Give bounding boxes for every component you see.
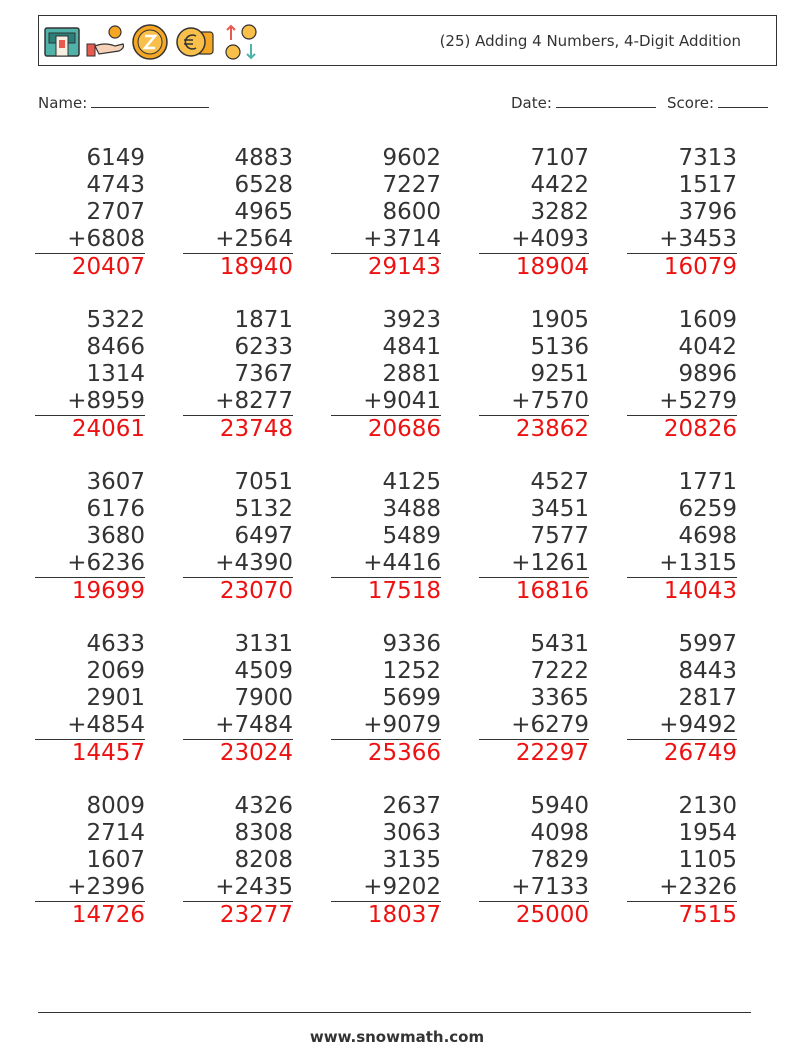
answer: 23748 — [219, 416, 293, 442]
last-addend: +7570 — [479, 388, 589, 416]
addend: 2901 — [86, 685, 145, 711]
addend: 4743 — [86, 172, 145, 198]
addend: 8308 — [234, 820, 293, 846]
answer: 20686 — [367, 416, 441, 442]
addend: 3063 — [382, 820, 441, 846]
addition-problem — [479, 631, 589, 767]
addend: 3488 — [382, 496, 441, 522]
addend: 7577 — [530, 523, 589, 549]
answer: 19699 — [71, 578, 145, 604]
addend: 1905 — [530, 307, 589, 333]
answer: 20826 — [663, 416, 737, 442]
addend: 7107 — [530, 145, 589, 171]
addend: 5431 — [530, 631, 589, 657]
name-field — [38, 93, 209, 112]
addend: 1954 — [678, 820, 737, 846]
answer: 25000 — [515, 902, 589, 928]
name-blank[interactable] — [91, 93, 209, 108]
addition-problem — [479, 793, 589, 929]
addend: 3923 — [382, 307, 441, 333]
addend: 1771 — [678, 469, 737, 495]
addend: 8600 — [382, 199, 441, 225]
answer: 22297 — [515, 740, 589, 766]
addend: 1252 — [382, 658, 441, 684]
footer-divider — [38, 1012, 751, 1013]
addend: 5489 — [382, 523, 441, 549]
answer: 14726 — [71, 902, 145, 928]
score-blank[interactable] — [718, 93, 768, 108]
addend: 8466 — [86, 334, 145, 360]
answer: 18037 — [367, 902, 441, 928]
addend: 6149 — [86, 145, 145, 171]
addend: 6497 — [234, 523, 293, 549]
answer: 23277 — [219, 902, 293, 928]
addend: 3135 — [382, 847, 441, 873]
addition-problem — [35, 145, 145, 281]
addend: 3796 — [678, 199, 737, 225]
answer: 18904 — [515, 254, 589, 280]
last-addend: +2326 — [627, 874, 737, 902]
last-addend: +9079 — [331, 712, 441, 740]
addition-problem — [331, 145, 441, 281]
answer: 14457 — [71, 740, 145, 766]
worksheet-title: (25) Adding 4 Numbers, 4-Digit Addition — [439, 32, 741, 50]
addend: 7313 — [678, 145, 737, 171]
addend: 5997 — [678, 631, 737, 657]
last-addend: +3714 — [331, 226, 441, 254]
addend: 9251 — [530, 361, 589, 387]
addition-problem — [627, 631, 737, 767]
last-addend: +6279 — [479, 712, 589, 740]
addend: 9602 — [382, 145, 441, 171]
last-addend: +2564 — [183, 226, 293, 254]
addition-problem — [331, 469, 441, 605]
addend: 2637 — [382, 793, 441, 819]
addition-problem — [479, 469, 589, 605]
addend: 8009 — [86, 793, 145, 819]
last-addend: +6236 — [35, 550, 145, 578]
addend: 7222 — [530, 658, 589, 684]
addition-problem — [183, 631, 293, 767]
addend: 3131 — [234, 631, 293, 657]
addition-problem — [35, 631, 145, 767]
euro-coins-icon — [173, 24, 217, 60]
last-addend: +7133 — [479, 874, 589, 902]
addition-problem — [479, 145, 589, 281]
atm-icon — [43, 24, 81, 60]
addend: 1871 — [234, 307, 293, 333]
addend: 4098 — [530, 820, 589, 846]
last-addend: +2435 — [183, 874, 293, 902]
addend: 1607 — [86, 847, 145, 873]
addend: 8443 — [678, 658, 737, 684]
answer: 29143 — [367, 254, 441, 280]
last-addend: +4390 — [183, 550, 293, 578]
addition-problem — [479, 307, 589, 443]
last-addend: +1315 — [627, 550, 737, 578]
last-addend: +9492 — [627, 712, 737, 740]
addition-problem — [35, 469, 145, 605]
addend: 8208 — [234, 847, 293, 873]
answer: 26749 — [663, 740, 737, 766]
addend: 9896 — [678, 361, 737, 387]
footer-site: www.snowmath.com — [309, 1028, 485, 1046]
addition-problem — [183, 469, 293, 605]
answer: 14043 — [663, 578, 737, 604]
answer: 18940 — [219, 254, 293, 280]
addend: 2130 — [678, 793, 737, 819]
addend: 6176 — [86, 496, 145, 522]
addition-problem — [331, 631, 441, 767]
addend: 1314 — [86, 361, 145, 387]
last-addend: +4093 — [479, 226, 589, 254]
last-addend: +2396 — [35, 874, 145, 902]
name-label: Name: — [38, 94, 88, 112]
addend: 4042 — [678, 334, 737, 360]
addend: 4883 — [234, 145, 293, 171]
addend: 5132 — [234, 496, 293, 522]
addend: 4698 — [678, 523, 737, 549]
answer: 25366 — [367, 740, 441, 766]
addend: 3365 — [530, 685, 589, 711]
addend: 5940 — [530, 793, 589, 819]
zcash-coin-icon — [131, 23, 169, 61]
addend: 6233 — [234, 334, 293, 360]
addend: 2714 — [86, 820, 145, 846]
answer: 23024 — [219, 740, 293, 766]
last-addend: +4416 — [331, 550, 441, 578]
addition-problem — [627, 793, 737, 929]
addend: 7367 — [234, 361, 293, 387]
answer: 16079 — [663, 254, 737, 280]
answer: 17518 — [367, 578, 441, 604]
addition-problem — [183, 307, 293, 443]
addend: 2881 — [382, 361, 441, 387]
answer: 23070 — [219, 578, 293, 604]
addend: 6528 — [234, 172, 293, 198]
last-addend: +3453 — [627, 226, 737, 254]
exchange-coins-icon — [221, 22, 261, 62]
addend: 7900 — [234, 685, 293, 711]
addition-problem — [183, 145, 293, 281]
addend: 7829 — [530, 847, 589, 873]
addend: 4422 — [530, 172, 589, 198]
last-addend: +6808 — [35, 226, 145, 254]
addend: 2069 — [86, 658, 145, 684]
addend: 7227 — [382, 172, 441, 198]
addend: 9336 — [382, 631, 441, 657]
score-field — [667, 93, 768, 112]
addend: 3680 — [86, 523, 145, 549]
date-blank[interactable] — [556, 93, 656, 108]
addend: 4509 — [234, 658, 293, 684]
addend: 7051 — [234, 469, 293, 495]
addition-problem — [183, 793, 293, 929]
last-addend: +1261 — [479, 550, 589, 578]
addend: 4965 — [234, 199, 293, 225]
addend: 4841 — [382, 334, 441, 360]
addition-problem — [331, 793, 441, 929]
answer: 16816 — [515, 578, 589, 604]
addend: 4527 — [530, 469, 589, 495]
answer: 7515 — [678, 902, 737, 928]
addition-problem — [627, 307, 737, 443]
addend: 1609 — [678, 307, 737, 333]
last-addend: +8959 — [35, 388, 145, 416]
header-icons — [43, 22, 261, 62]
addend: 4633 — [86, 631, 145, 657]
date-label: Date: — [511, 94, 552, 112]
answer: 24061 — [71, 416, 145, 442]
addend: 1517 — [678, 172, 737, 198]
addend: 1105 — [678, 847, 737, 873]
score-label: Score: — [667, 94, 715, 112]
last-addend: +5279 — [627, 388, 737, 416]
last-addend: +9041 — [331, 388, 441, 416]
addition-problem — [331, 307, 441, 443]
addend: 6259 — [678, 496, 737, 522]
addend: 3607 — [86, 469, 145, 495]
addend: 4326 — [234, 793, 293, 819]
answer: 23862 — [515, 416, 589, 442]
last-addend: +7484 — [183, 712, 293, 740]
addition-problem — [35, 307, 145, 443]
addition-problem — [627, 469, 737, 605]
addend: 3451 — [530, 496, 589, 522]
last-addend: +8277 — [183, 388, 293, 416]
addition-problem — [35, 793, 145, 929]
last-addend: +4854 — [35, 712, 145, 740]
answer: 20407 — [71, 254, 145, 280]
addition-problem — [627, 145, 737, 281]
addend: 3282 — [530, 199, 589, 225]
addend: 2817 — [678, 685, 737, 711]
last-addend: +9202 — [331, 874, 441, 902]
addend: 4125 — [382, 469, 441, 495]
addend: 5699 — [382, 685, 441, 711]
hand-coin-icon — [85, 24, 127, 60]
addend: 5136 — [530, 334, 589, 360]
addend: 5322 — [86, 307, 145, 333]
worksheet-header — [38, 15, 777, 66]
addend: 2707 — [86, 199, 145, 225]
date-field — [511, 93, 656, 112]
